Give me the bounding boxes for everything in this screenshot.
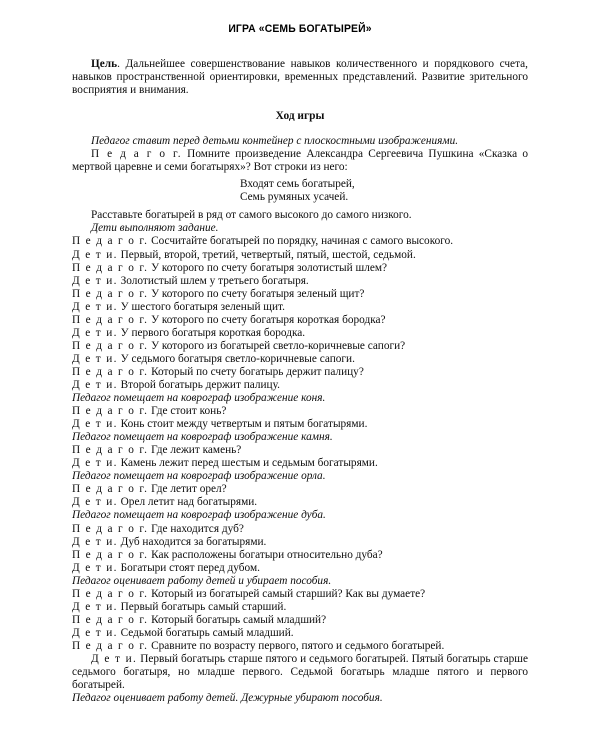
speaker-label-teacher: П е д а г о г. <box>91 148 182 161</box>
dialogue-text: Где находится дуб? <box>148 522 244 535</box>
speaker-label: Д е т и. <box>72 600 118 613</box>
speaker-label: Д е т и. <box>72 326 118 339</box>
dialogue-text: У седьмого богатыря светло-коричневые сапоги. <box>117 352 355 365</box>
course-of-game-heading: Ход игры <box>275 110 325 123</box>
speaker-label: П е д а г о г. <box>72 313 149 326</box>
dialogue-line <box>72 327 528 340</box>
stage-direction-1: Педагог ставит перед детьми контейнер с плоскостными изображениями. <box>91 135 459 148</box>
dialogue-line <box>72 379 528 392</box>
dialogue-text: Конь стоит между четвертым и пятым богатырями. <box>117 418 368 431</box>
stage-direction-7: Педагог оценивает работу детей и убирает пособия. <box>72 574 332 587</box>
verse-line: Входят семь богатырей, <box>240 178 355 191</box>
dialogue-line <box>72 262 528 275</box>
speaker-label: Д е т и. <box>72 496 118 509</box>
dialogue-line <box>72 444 528 457</box>
speaker-label: Д е т и. <box>72 626 118 639</box>
dialogue-line <box>72 640 528 653</box>
dialogue-text: Первый богатырь самый старший. <box>117 600 287 613</box>
speaker-label: Д е т и. <box>72 378 118 391</box>
speaker-label: П е д а г о г. <box>72 405 149 418</box>
dialogue-text: Седьмой богатырь самый младший. <box>117 626 294 639</box>
dialogue-line <box>72 340 528 353</box>
instruction-line: Расставьте богатырей в ряд от самого высокого до самого низкого. <box>91 209 412 222</box>
dialogue-line <box>72 314 528 327</box>
speaker-label: П е д а г о г. <box>72 548 149 561</box>
dialogue-text: Орел летит над богатырями. <box>117 496 258 509</box>
speaker-label: Д е т и. <box>72 352 118 365</box>
dialogue-line <box>72 588 528 601</box>
dialogue-line <box>72 301 528 314</box>
dialogue-line <box>72 353 528 366</box>
speaker-label: Д е т и. <box>72 418 118 431</box>
dialogue-line <box>72 288 528 301</box>
speaker-label: Д е т и. <box>72 561 118 574</box>
dialogue-text: Где стоит конь? <box>148 405 227 418</box>
dialogue-text: Первый, второй, третий, четвертый, пятый, шестой, седьмой. <box>117 248 416 261</box>
dialogue-line <box>72 235 528 248</box>
speaker-label: П е д а г о г. <box>72 613 149 626</box>
speaker-label: П е д а г о г. <box>72 365 149 378</box>
speaker-label: П е д а г о г. <box>72 639 149 652</box>
speaker-label: Д е т и. <box>72 535 118 548</box>
dialogue-text: Дуб находится за богатырями. <box>117 535 267 548</box>
speaker-label: Д е т и. <box>72 274 118 287</box>
speaker-label: П е д а г о г. <box>72 444 149 457</box>
goal-text: . Дальнейшее совершенствование навыков количественного и порядкового счета, навыков пространственной ориентировки, временных представлений. Развитие зрительного восприятия и внимания. <box>72 58 528 97</box>
dialogue-line <box>72 405 528 418</box>
speaker-label: П е д а г о г. <box>72 287 149 300</box>
dialogue-text: Сосчитайте богатырей по порядку, начиная с самого высокого. <box>148 235 454 248</box>
speaker-label: Д е т и. <box>72 300 118 313</box>
dialogue-text: Сравните по возрасту первого, пятого и седьмого богатырей. <box>148 639 445 652</box>
dialogue-line <box>72 249 528 262</box>
document-content <box>72 22 528 705</box>
dialogue-text: Камень лежит перед шестым и седьмым богатырями. <box>117 457 378 470</box>
dialogue-text: Золотистый шлем у третьего богатыря. <box>117 274 309 287</box>
dialogue-line <box>72 627 528 640</box>
dialogue-line <box>72 614 528 627</box>
dialogue-line <box>72 562 528 575</box>
dialogue-text: У первого богатыря короткая бородка. <box>117 326 306 339</box>
goal-paragraph <box>72 58 528 97</box>
page-title: ИГРА «СЕМЬ БОГАТЫРЕЙ» <box>228 23 372 35</box>
dialogue-line <box>72 536 528 549</box>
dialogue-text: У которого по счету богатыря зеленый щит? <box>148 287 365 300</box>
dialogue-text: У которого из богатырей светло-коричневые сапоги? <box>148 339 406 352</box>
stage-direction-8: Педагог оценивает работу детей. Дежурные убирают пособия. <box>72 692 383 705</box>
dialogue-line <box>72 523 528 536</box>
speaker-label: П е д а г о г. <box>72 522 149 535</box>
speaker-label: П е д а г о г. <box>72 587 149 600</box>
dialogue-text: Второй богатырь держит палицу. <box>117 378 280 391</box>
stage-direction-3: Педагог помещает на коврограф изображение коня. <box>72 392 326 405</box>
speaker-label: П е д а г о г. <box>72 235 149 248</box>
verse-line: Семь румяных усачей. <box>240 191 349 204</box>
dialogue-text: Который по счету богатырь держит палицу? <box>148 365 364 378</box>
dialogue-line <box>72 418 528 431</box>
stage-direction-4: Педагог помещает на коврограф изображение камня. <box>72 431 333 444</box>
speaker-label: Д е т и. <box>91 652 138 665</box>
dialogue-line <box>72 457 528 470</box>
stage-direction-6: Педагог помещает на коврограф изображение дуба. <box>72 509 326 522</box>
dialogue-line <box>72 601 528 614</box>
dialogue-line <box>72 549 528 562</box>
intro-text: Помните произведение Александра Сергеевича Пушкина «Сказка о мертвой царевне и семи богатырях»? Вот строки из него: <box>72 148 528 174</box>
dialogue-text: Где летит орел? <box>148 483 227 496</box>
final-answer-paragraph <box>72 653 528 692</box>
speaker-label: П е д а г о г. <box>72 339 149 352</box>
final-answer-text: Первый богатырь старше пятого и седьмого богатырей. Пятый богатырь старше седьмого богатыря, но младше первого. Седьмой богатырь младше пятого и первого богатырей. <box>72 652 528 692</box>
intro-paragraph <box>72 148 528 174</box>
dialogue-text: Который богатырь самый младший? <box>148 613 327 626</box>
dialogue-text: У которого по счету богатыря короткая бородка? <box>148 313 386 326</box>
speaker-label: П е д а г о г. <box>72 483 149 496</box>
dialogue-text: У шестого богатыря зеленый щит. <box>117 300 285 313</box>
speaker-label: Д е т и. <box>72 248 118 261</box>
dialogue-line <box>72 275 528 288</box>
dialogue-line <box>72 496 528 509</box>
stage-direction-2: Дети выполняют задание. <box>91 222 219 235</box>
dialogue-line <box>72 366 528 379</box>
dialogue-line <box>72 483 528 496</box>
speaker-label: П е д а г о г. <box>72 261 149 274</box>
dialogue-text: Как расположены богатыри относительно дуба? <box>148 548 383 561</box>
speaker-label: Д е т и. <box>72 457 118 470</box>
dialogue-text: У которого по счету богатыря золотистый шлем? <box>148 261 388 274</box>
dialogue-text: Который из богатырей самый старший? Как вы думаете? <box>148 587 426 600</box>
dialogue-text: Где лежит камень? <box>148 444 242 457</box>
dialogue-text: Богатыри стоят перед дубом. <box>117 561 260 574</box>
goal-label: Цель <box>91 58 118 70</box>
stage-direction-5: Педагог помещает на коврограф изображение орла. <box>72 470 326 483</box>
